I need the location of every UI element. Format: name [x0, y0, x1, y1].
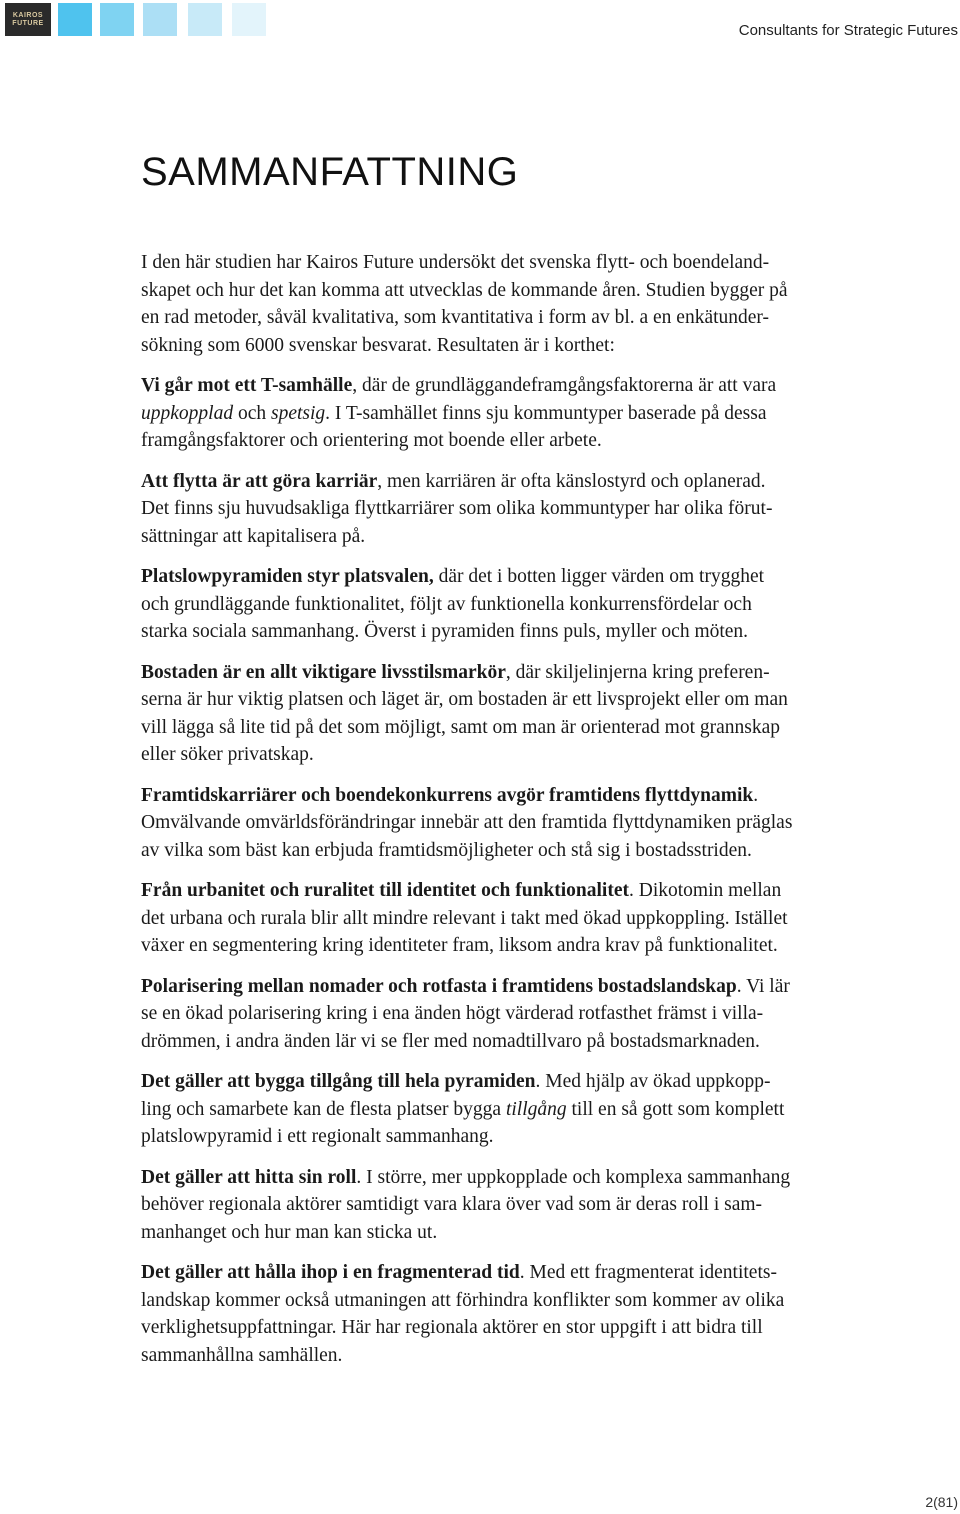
bold-lead-text: Det gäller att hålla ihop i en fragmenterad tid — [141, 1262, 520, 1283]
body-text: sättningar att kapitalisera på. — [141, 525, 366, 547]
header-decor-square-3 — [143, 3, 177, 36]
header-decor-square-5 — [232, 3, 266, 36]
body-text: drömmen, i andra änden lär vi se fler med nomadtillvaro på bostadsmarknaden. — [141, 1030, 760, 1052]
summary-paragraph — [141, 973, 886, 1056]
bold-lead-text: Framtidskarriärer och boendekonkurrens avgör framtidens flyttdynamik — [141, 784, 754, 806]
page-title: SAMMANFATTNING — [141, 150, 519, 194]
paragraph-line — [141, 837, 886, 865]
paragraph-line — [141, 905, 886, 933]
summary-paragraph — [141, 659, 886, 769]
summary-paragraph — [141, 1164, 886, 1247]
paragraph-line — [141, 1191, 886, 1219]
paragraph-line — [141, 1123, 886, 1151]
body-text: . Dikotomin mellan — [629, 880, 782, 901]
italic-text: spetsig — [270, 402, 326, 424]
body-text: . I större, mer uppkopplade och komplexa sammanhang — [356, 1166, 791, 1188]
paragraph-line — [141, 809, 886, 837]
body-text: , där de grundläggandeframgångsfaktorerna är att vara — [352, 375, 777, 396]
body-text: sammanhållna samhällen. — [141, 1344, 343, 1366]
header-decor-square-2 — [100, 3, 134, 36]
body-text: eller söker privatskap. — [141, 744, 314, 765]
summary-paragraph — [141, 563, 886, 646]
paragraph-line — [141, 714, 886, 742]
paragraph-line — [141, 877, 886, 905]
body-text: det urbana och rurala blir allt mindre relevant i takt med ökad uppkoppling. Istället — [141, 907, 788, 929]
logo-text-line2: FUTURE — [12, 19, 44, 27]
summary-paragraph — [141, 468, 886, 551]
body-text: sökning som 6000 svenskar besvarat. Resultaten är i korthet: — [141, 334, 615, 356]
summary-paragraph — [141, 1068, 886, 1151]
bold-lead-text: Att flytta är att göra karriär — [141, 470, 378, 492]
paragraph-line — [141, 686, 886, 714]
paragraph-line — [141, 304, 886, 332]
paragraph-line — [141, 1259, 886, 1287]
paragraph-line — [141, 1028, 886, 1056]
paragraph-line — [141, 332, 886, 360]
paragraph-line — [141, 659, 886, 687]
body-text: ling och samarbete kan de flesta platser bygga — [141, 1098, 506, 1120]
page-number: 2(81) — [925, 1494, 958, 1510]
body-text: manhanget och hur man kan sticka ut. — [141, 1221, 438, 1243]
paragraph-line — [141, 741, 886, 769]
kairos-future-logo — [5, 3, 51, 36]
body-text: . Vi lär — [736, 975, 790, 997]
paragraph-line — [141, 277, 886, 305]
italic-text: uppkopplad — [141, 402, 234, 424]
body-text: vill lägga så lite tid på det som möjligt, samt om man är orienterad mot grannskap — [141, 716, 781, 738]
body-text: växer en segmentering kring identiteter fram, liksom andra krav på funktionalitet. — [141, 935, 778, 956]
body-text: behöver regionala aktörer samtidigt vara klara över vad som är deras roll i sam- — [141, 1194, 763, 1215]
paragraph-line — [141, 932, 886, 960]
body-text: I den här studien har Kairos Future undersökt det svenska flytt- och boendeland- — [141, 252, 770, 273]
body-text: platslowpyramid i ett regionalt sammanhang. — [141, 1126, 494, 1147]
summary-paragraph — [141, 249, 886, 455]
body-text: Omvälvande omvärldsförändringar innebär att den framtida flyttdynamiken präglas — [141, 812, 793, 833]
header-decor-square-1 — [58, 3, 92, 36]
paragraph-line — [141, 249, 886, 277]
paragraph-line — [141, 495, 886, 523]
paragraph-line — [141, 523, 886, 551]
paragraph-line — [141, 400, 886, 428]
body-text: till en så gott som komplett — [566, 1098, 785, 1120]
paragraph-line — [141, 591, 886, 619]
bold-lead-text: Det gäller att bygga tillgång till hela pyramiden — [141, 1071, 536, 1092]
paragraph-line — [141, 468, 886, 496]
body-text: och grundläggande funktionalitet, följt av funktionella konkurrensfördelar och — [141, 593, 752, 615]
logo-text-line1: KAIROS — [12, 11, 44, 19]
bold-lead-text: Från urbanitet och ruralitet till identitet och funktionalitet — [141, 880, 629, 901]
paragraph-line — [141, 427, 886, 455]
body-text: , där skiljelinjerna kring preferen- — [505, 661, 770, 683]
body-text: där det i botten ligger värden om trygghet — [433, 566, 765, 587]
header-decor-square-4 — [188, 3, 222, 36]
body-text: verklighetsuppfattningar. Här har regionala aktörer en stor uppgift i att bidra till — [141, 1317, 763, 1338]
body-text: och — [233, 402, 271, 424]
paragraph-line — [141, 372, 886, 400]
paragraph-line — [141, 359, 886, 372]
summary-body — [141, 249, 886, 1382]
body-text: . — [753, 784, 759, 806]
body-text: , men karriären är ofta känslostyrd och oplanerad. — [377, 470, 766, 492]
italic-text: tillgång — [505, 1098, 567, 1120]
body-text: framgångsfaktorer och orientering mot boende eller arbete. — [141, 430, 602, 451]
paragraph-line — [141, 1164, 886, 1192]
bold-lead-text: Vi går mot ett T-samhälle — [141, 375, 353, 396]
paragraph-line — [141, 563, 886, 591]
body-text: starka sociala sammanhang. Överst i pyramiden finns puls, myller och möten. — [141, 621, 749, 642]
body-text: skapet och hur det kan komma att utvecklas de kommande åren. Studien bygger på — [141, 279, 788, 301]
body-text: landskap kommer också utmaningen att förhindra konflikter som kommer av olika — [141, 1289, 785, 1311]
paragraph-line — [141, 1287, 886, 1315]
body-text: av vilka som bäst kan erbjuda framtidsmöjligheter och stå sig i bostadsstriden. — [141, 839, 752, 861]
bold-lead-text: Platslowpyramiden styr platsvalen, — [141, 566, 434, 587]
summary-paragraph — [141, 782, 886, 865]
body-text: en rad metoder, såväl kvalitativa, som kvantitativa i form av bl. a en enkätunder- — [141, 307, 770, 328]
body-text: . Med ett fragmenterat identitets- — [519, 1262, 777, 1283]
body-text: . I T-samhället finns sju kommuntyper baserade på dessa — [325, 402, 767, 424]
header-tagline: Consultants for Strategic Futures — [738, 22, 958, 39]
paragraph-line — [141, 1096, 886, 1124]
paragraph-line — [141, 973, 886, 1001]
body-text: serna är hur viktig platsen och läget är, om bostaden är ett livsprojekt eller om man — [141, 689, 788, 710]
bold-lead-text: Bostaden är en allt viktigare livsstilsmarkör — [141, 661, 506, 683]
paragraph-line — [141, 1000, 886, 1028]
paragraph-line — [141, 1314, 886, 1342]
body-text: se en ökad polarisering kring i ena änden högt värderad rotfasthet främst i villa- — [141, 1003, 764, 1024]
body-text: . Med hjälp av ökad uppkopp- — [535, 1071, 771, 1092]
bold-lead-text: Det gäller att hitta sin roll — [141, 1166, 357, 1188]
bold-lead-text: Polarisering mellan nomader och rotfasta i framtidens bostadslandskap — [141, 975, 737, 997]
paragraph-line — [141, 618, 886, 646]
paragraph-line — [141, 1068, 886, 1096]
paragraph-line — [141, 1219, 886, 1247]
summary-paragraph — [141, 877, 886, 960]
summary-paragraph — [141, 1259, 886, 1369]
paragraph-line — [141, 782, 886, 810]
body-text: Det finns sju huvudsakliga flyttkarriärer som olika kommuntyper har olika förut- — [141, 498, 773, 519]
paragraph-line — [141, 1342, 886, 1370]
